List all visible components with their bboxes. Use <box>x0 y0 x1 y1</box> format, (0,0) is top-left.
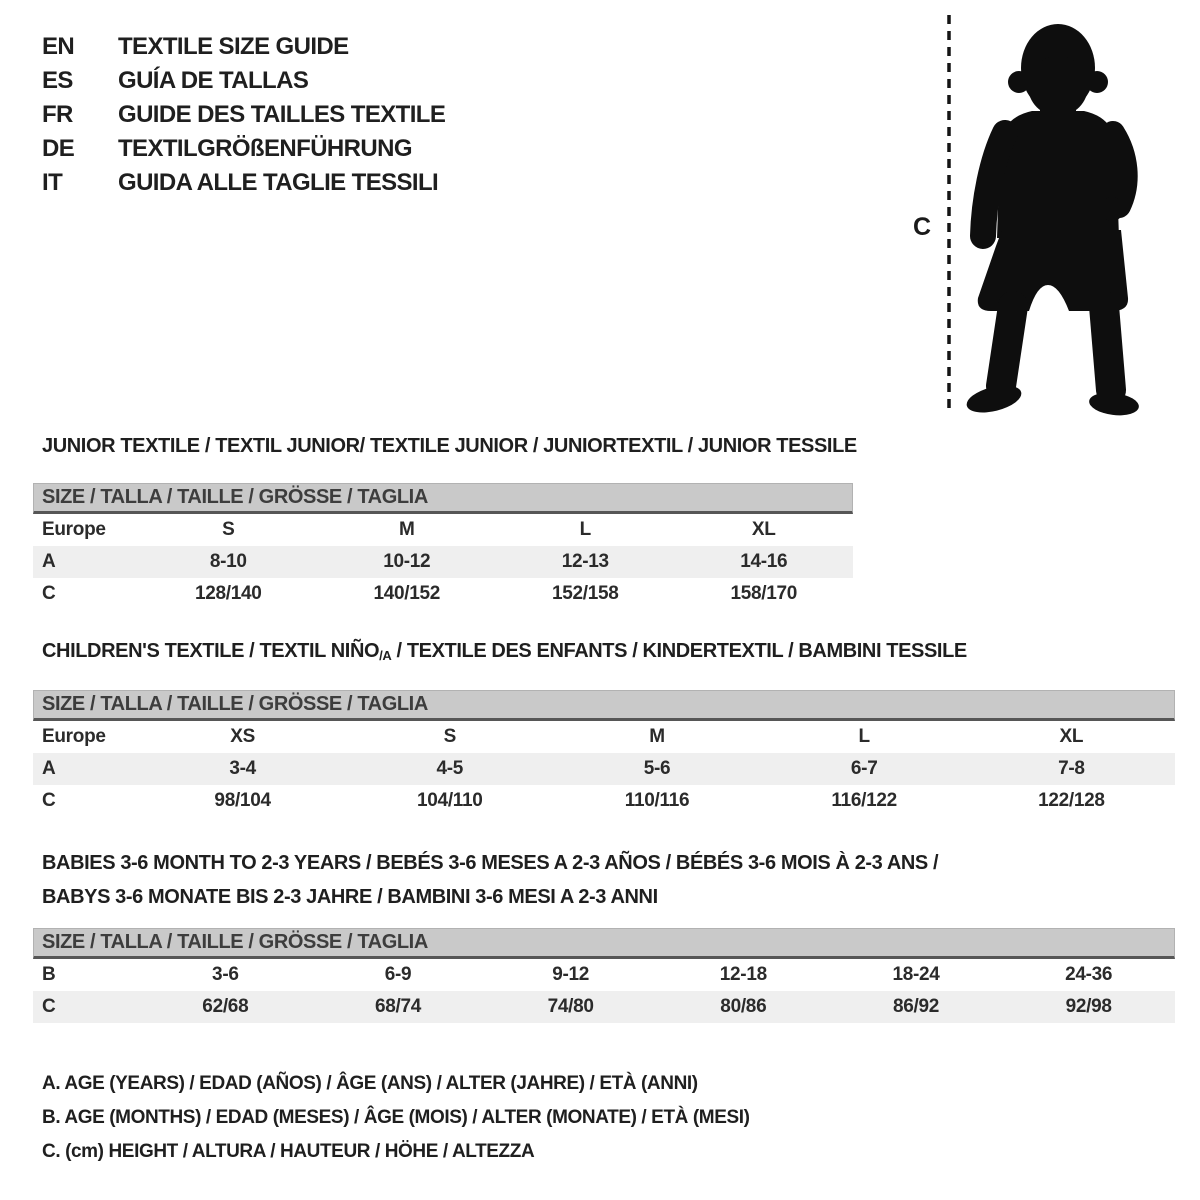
language-title: GUIDE DES TAILLES TEXTILE <box>118 101 446 128</box>
title-fragment: / TEXTILE DES ENFANTS / KINDERTEXTIL / BAMBINI TESSILE <box>391 640 967 662</box>
title-fragment: JUNIOR TEXTILE / TEXTIL JUNIOR/ TEXTILE JUNIOR / JUNIORTEXTIL / JUNIOR TESSILE <box>42 435 857 457</box>
footnote-line: C. (cm) HEIGHT / ALTURA / HAUTEUR / HÖHE / ALTEZZA <box>42 1141 535 1162</box>
row-value: M <box>398 519 415 540</box>
language-code: EN <box>42 33 75 60</box>
row-value: M <box>649 726 665 747</box>
table-row <box>33 959 1175 991</box>
title-fragment: BABIES 3-6 MONTH TO 2-3 YEARS / BEBÉS 3-6 MESES A 2-3 AÑOS / BÉBÉS 3-6 MOIS À 2-3 ANS / <box>42 852 939 874</box>
measure-footnotes <box>42 1067 750 1169</box>
row-label: A <box>42 551 56 572</box>
toddler-silhouette-icon <box>964 24 1140 418</box>
table-row <box>33 991 1175 1023</box>
row-value: 98/104 <box>214 790 271 811</box>
footnote-line: A. AGE (YEARS) / EDAD (AÑOS) / ÂGE (ANS) / ALTER (JAHRE) / ETÀ (ANNI) <box>42 1073 698 1094</box>
language-title-list <box>42 30 445 200</box>
table-row <box>33 721 1175 753</box>
size-table-babies <box>33 928 1175 1023</box>
row-value: 74/80 <box>547 996 594 1017</box>
size-header-bar: SIZE / TALLA / TAILLE / GRÖSSE / TAGLIA <box>33 690 1175 721</box>
row-value: 12-13 <box>561 551 609 572</box>
language-title: GUÍA DE TALLAS <box>118 67 309 94</box>
footnote-line: B. AGE (MONTHS) / EDAD (MESES) / ÂGE (MOIS) / ALTER (MONATE) / ETÀ (MESI) <box>42 1107 750 1128</box>
row-value: XS <box>230 726 255 747</box>
row-label: Europe <box>42 519 106 540</box>
section-title-children <box>42 634 967 670</box>
row-value: S <box>222 519 235 540</box>
row-value: 128/140 <box>194 583 262 604</box>
row-value: 4-5 <box>436 758 464 779</box>
section-title-line <box>42 846 938 880</box>
row-value: 6-9 <box>384 964 412 985</box>
row-label: C <box>42 996 56 1017</box>
section-title-babies <box>42 846 938 914</box>
section-title-junior <box>42 429 857 463</box>
row-value: 110/116 <box>624 790 690 811</box>
row-value: 6-7 <box>850 758 878 779</box>
measurement-figure <box>900 8 1170 432</box>
row-value: 14-16 <box>740 551 788 572</box>
language-row <box>42 64 445 98</box>
row-label: A <box>42 758 56 779</box>
language-code: IT <box>42 169 63 196</box>
language-title: TEXTILGRÖßENFÜHRUNG <box>118 135 412 162</box>
section-title-line <box>42 429 857 463</box>
row-value: 24-36 <box>1065 964 1113 985</box>
row-value: 18-24 <box>892 964 940 985</box>
height-measure-label: C <box>913 213 932 241</box>
title-fragment: CHILDREN'S TEXTILE / TEXTIL NIÑO <box>42 640 380 662</box>
row-value: 140/152 <box>373 583 441 604</box>
row-value: 104/110 <box>417 790 483 811</box>
language-code: ES <box>42 67 73 94</box>
row-label: B <box>42 964 56 985</box>
row-value: 12-18 <box>719 964 767 985</box>
language-row <box>42 166 445 200</box>
language-row <box>42 30 445 64</box>
row-value: 116/122 <box>831 790 897 811</box>
title-subscript-fragment: /A <box>379 648 392 663</box>
language-title: GUIDA ALLE TAGLIE TESSILI <box>118 169 439 196</box>
table-row <box>33 578 853 610</box>
table-row <box>33 546 853 578</box>
row-value: L <box>858 726 870 747</box>
row-value: 80/86 <box>720 996 767 1017</box>
table-row <box>33 514 853 546</box>
title-fragment: BABYS 3-6 MONATE BIS 2-3 JAHRE / BAMBINI 3-6 MESI A 2-3 ANNI <box>42 886 658 908</box>
size-table-children <box>33 690 1175 817</box>
row-value: 86/92 <box>892 996 940 1017</box>
row-label: C <box>42 790 56 811</box>
section-title-line <box>42 880 938 914</box>
row-label: Europe <box>42 726 106 747</box>
row-value: 10-12 <box>383 551 431 572</box>
language-code: FR <box>42 101 73 128</box>
row-value: XL <box>1059 726 1084 747</box>
row-value: 7-8 <box>1058 758 1085 779</box>
row-value: 8-10 <box>209 551 247 572</box>
table-row <box>33 753 1175 785</box>
row-value: 92/98 <box>1065 996 1112 1017</box>
row-value: XL <box>751 519 776 540</box>
language-row <box>42 98 445 132</box>
row-value: 152/158 <box>551 583 619 604</box>
row-value: 3-6 <box>212 964 239 985</box>
table-row <box>33 785 1175 817</box>
row-value: 9-12 <box>552 964 590 985</box>
size-table-junior <box>33 483 853 610</box>
row-value: 5-6 <box>643 758 671 779</box>
language-code: DE <box>42 135 75 162</box>
row-value: S <box>443 726 456 747</box>
row-value: 158/170 <box>730 583 798 604</box>
size-header-bar: SIZE / TALLA / TAILLE / GRÖSSE / TAGLIA <box>33 483 853 514</box>
section-title-line <box>42 634 967 670</box>
language-row <box>42 132 445 166</box>
language-title: TEXTILE SIZE GUIDE <box>118 33 349 60</box>
size-header-bar: SIZE / TALLA / TAILLE / GRÖSSE / TAGLIA <box>33 928 1175 959</box>
row-label: C <box>42 583 56 604</box>
row-value: 68/74 <box>374 996 422 1017</box>
row-value: 62/68 <box>202 996 249 1017</box>
row-value: 3-4 <box>229 758 256 779</box>
row-value: 122/128 <box>1038 790 1105 811</box>
row-value: L <box>579 519 591 540</box>
